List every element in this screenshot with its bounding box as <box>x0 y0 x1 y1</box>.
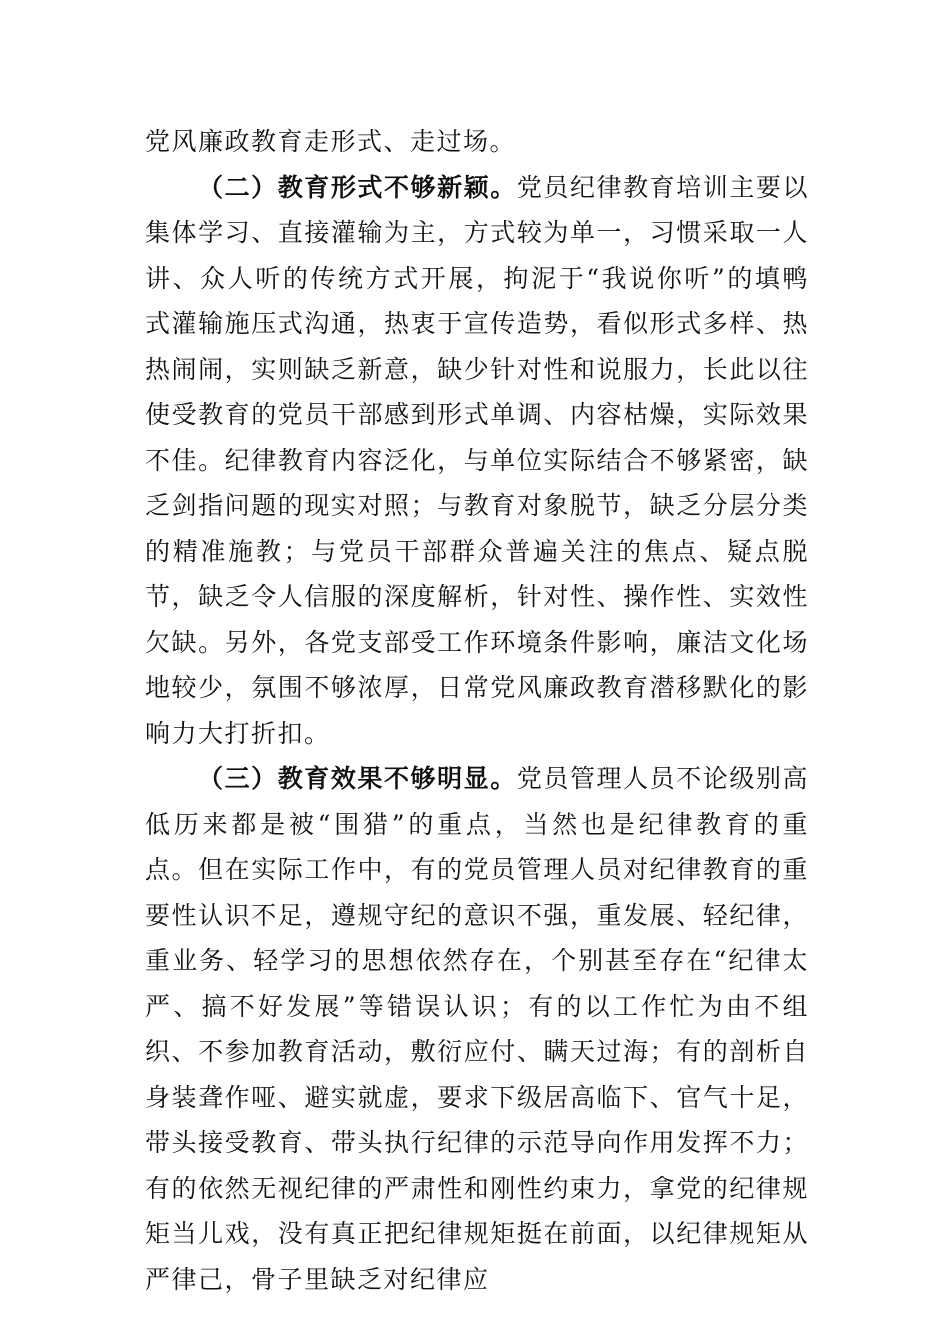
paragraph-2-text: 党员纪律教育培训主要以集体学习、直接灌输为主，方式较为单一，习惯采取一人讲、众人听的传统方式开展，拘泥于“我说你听”的填鸭式灌输施压式沟通，热衷于宣传造势，看似形式多样、热热闹闹，实则缺乏新意，缺少针对性和说服力，长此以往使受教育的党员干部感到形式单调、内容枯燥，实际效果不佳。纪律教育内容泛化，与单位实际结合不够紧密，缺乏剑指问题的现实对照；与教育对象脱节，缺乏分层分类的精准施教；与党员干部群众普遍关注的焦点、疑点脱节，缺乏令人信服的深度解析，针对性、操作性、实效性欠缺。另外，各党支部受工作环境条件影响，廉洁文化场地较少，氛围不够浓厚，日常党风廉政教育潜移默化的影响力大打折扣。 <box>145 172 809 748</box>
paragraph-continuation <box>145 119 809 165</box>
paragraph-2-heading: （二）教育形式不够新颖。 <box>198 172 517 202</box>
document-body <box>145 119 809 1302</box>
paragraph-1-text: 党风廉政教育走形式、走过场。 <box>145 127 517 156</box>
paragraph-education-form <box>145 165 809 757</box>
paragraph-education-effect <box>145 756 809 1302</box>
paragraph-3-text: 党员管理人员不论级别高低历来都是被“围猎”的重点，当然也是纪律教育的重点。但在实际工作中，有的党员管理人员对纪律教育的重要性认识不足，遵规守纪的意识不强，重发展、轻纪律，重业务、轻学习的思想依然存在，个别甚至存在“纪律太严、搞不好发展”等错误认识；有的以工作忙为由不组织、不参加教育活动，敷衍应付、瞒天过海；有的剖析自身装聋作哑、避实就虚，要求下级居高临下、官气十足，带头接受教育、带头执行纪律的示范导向作用发挥不力；有的依然无视纪律的严肃性和刚性约束力，拿党的纪律规矩当儿戏，没有真正把纪律规矩挺在前面，以纪律规矩从严律己，骨子里缺乏对纪律应 <box>145 764 809 1294</box>
paragraph-3-heading: （三）教育效果不够明显。 <box>198 764 517 793</box>
